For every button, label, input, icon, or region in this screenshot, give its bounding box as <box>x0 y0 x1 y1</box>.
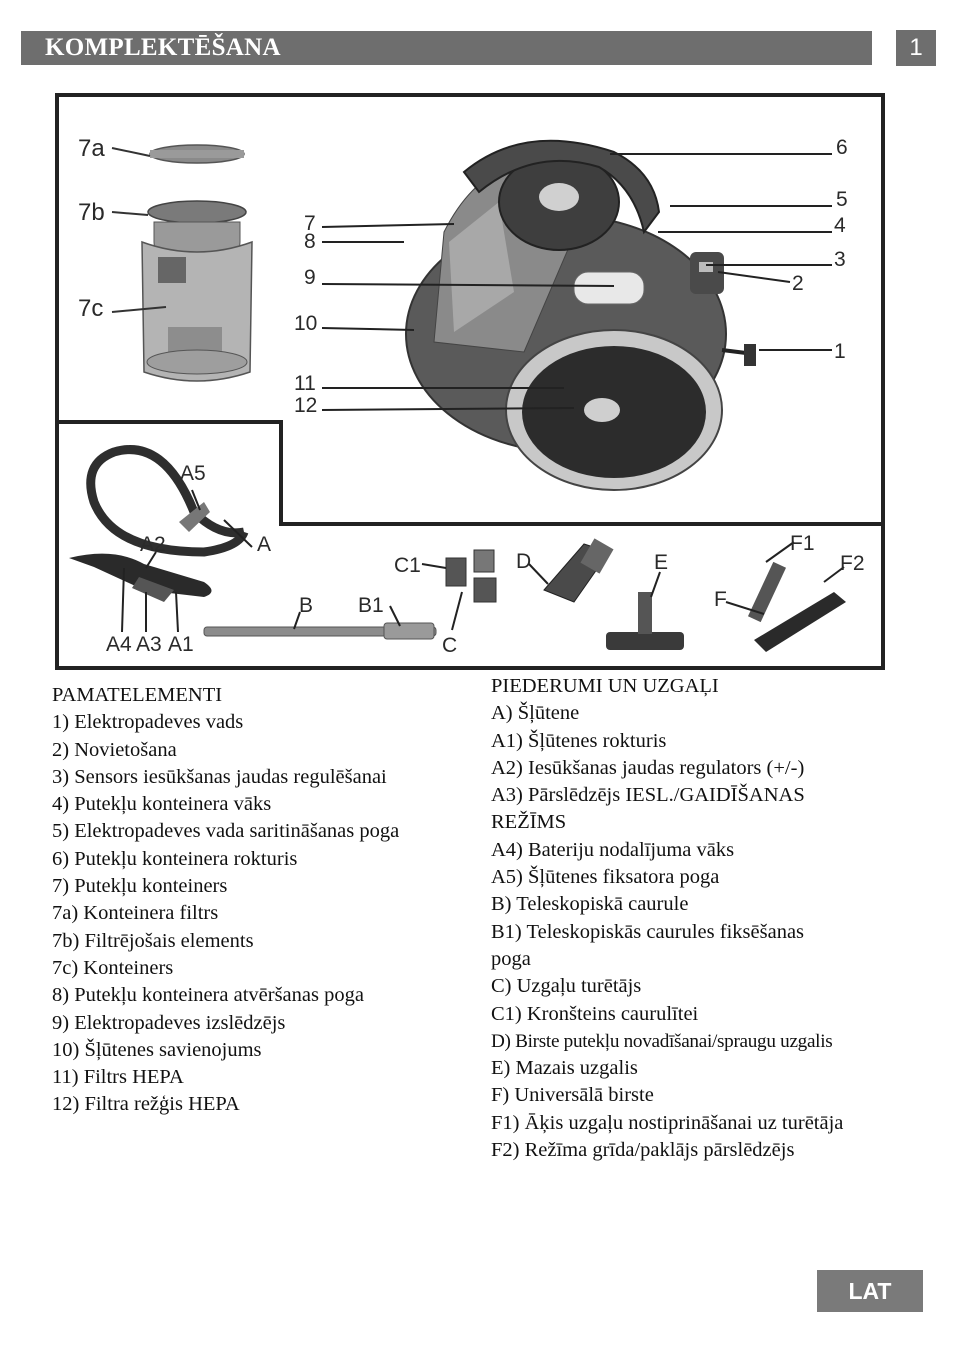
list-item: B) Teleskopiskā caurule <box>491 893 689 916</box>
language-badge: LAT <box>817 1270 923 1312</box>
vacuum-illustration <box>406 141 756 490</box>
list-item: 8) Putekļu konteinera atvēršanas poga <box>52 984 364 1007</box>
callout-1: 1 <box>834 340 846 363</box>
list-item: A5) Šļūtenes fiksatora poga <box>491 866 720 889</box>
accessories-heading: PIEDERUMI UN UZGAĻI <box>491 675 719 697</box>
callout-a: A <box>257 533 272 556</box>
callout-a2: A2 <box>140 533 166 556</box>
callout-a1: A1 <box>168 633 194 656</box>
callout-2: 2 <box>792 272 804 295</box>
callout-7a: 7a <box>78 135 105 162</box>
list-item: 7a) Konteinera filtrs <box>52 902 219 925</box>
callout-10: 10 <box>294 312 318 335</box>
hose-illustration <box>69 450 244 603</box>
list-item: A3) Pārslēdzējs IESL./GAIDĪŠANAS <box>491 784 805 807</box>
header-bar <box>21 31 872 65</box>
list-item: 4) Putekļu konteinera vāks <box>52 793 272 816</box>
list-item: 9) Elektropadeves izslēdzējs <box>52 1011 286 1034</box>
list-item: poga <box>491 947 531 970</box>
list-item: D) Birste putekļu novadīšanai/spraugu uzgalis <box>491 1030 833 1052</box>
page-number: 1 <box>896 30 936 66</box>
list-item: F) Universālā birste <box>491 1084 654 1107</box>
list-item: 3) Sensors iesūkšanas jaudas regulēšanai <box>52 765 387 788</box>
callout-7c: 7c <box>78 295 104 322</box>
callout-d: D <box>516 550 532 573</box>
list-item: 1) Elektropadeves vads <box>52 711 244 734</box>
callout-a3: A3 <box>136 633 162 656</box>
callout-12: 12 <box>294 394 318 417</box>
main-parts-heading: PAMATELEMENTI <box>52 684 223 706</box>
callout-e: E <box>654 551 669 574</box>
callout-b1: B1 <box>358 594 384 617</box>
list-item: 7) Putekļu konteiners <box>52 875 228 898</box>
list-item: 5) Elektropadeves vada saritināšanas poga <box>52 820 400 843</box>
list-item: 7b) Filtrējošais elements <box>52 929 254 952</box>
list-item: 2) Novietošana <box>52 738 177 761</box>
list-item: C) Uzgaļu turētājs <box>491 975 642 998</box>
section-title: KOMPLEKTĒŠANA <box>45 34 281 61</box>
list-item: E) Mazais uzgalis <box>491 1057 638 1080</box>
accessories-list <box>491 673 911 1164</box>
container-illustration <box>142 145 252 381</box>
callout-c: C <box>442 634 458 657</box>
product-diagram <box>54 92 886 672</box>
nozzle-holder <box>446 558 466 586</box>
callout-f2: F2 <box>840 552 865 575</box>
list-item: B1) Teleskopiskās caurules fiksēšanas <box>491 920 805 943</box>
list-item: F1) Āķis uzgaļu nostiprināšanai uz turētāja <box>491 1111 844 1134</box>
callout-11: 11 <box>294 372 316 395</box>
list-item: A2) Iesūkšanas jaudas regulators (+/-) <box>491 756 805 779</box>
callout-b: B <box>299 594 314 617</box>
list-item: 10) Šļūtenes savienojums <box>52 1038 262 1061</box>
list-item: A4) Bateriju nodalījuma vāks <box>491 838 735 861</box>
list-item: A) Šļūtene <box>491 702 580 725</box>
list-item: 11) Filtrs HEPA <box>52 1066 184 1089</box>
callout-8: 8 <box>304 230 316 253</box>
callout-7b: 7b <box>78 199 105 226</box>
callout-6: 6 <box>836 136 848 159</box>
callout-3: 3 <box>834 248 846 271</box>
callout-f: F <box>714 588 727 611</box>
list-item: F2) Režīma grīda/paklājs pārslēdzējs <box>491 1139 795 1162</box>
callout-9: 9 <box>304 266 316 289</box>
callout-7: 7 <box>304 212 316 235</box>
list-item: C1) Kronšteins caurulītei <box>491 1002 699 1025</box>
callout-a5: A5 <box>180 462 206 485</box>
list-item: 12) Filtra režģis HEPA <box>52 1093 240 1116</box>
callout-f1: F1 <box>790 532 815 555</box>
main-parts-list <box>52 682 472 1119</box>
callout-c1: C1 <box>394 554 421 577</box>
list-item: 7c) Konteiners <box>52 956 174 979</box>
list-item: 6) Putekļu konteinera rokturis <box>52 847 298 870</box>
callout-4: 4 <box>834 214 846 237</box>
callout-5: 5 <box>836 188 848 211</box>
callout-a4: A4 <box>106 633 132 656</box>
small-nozzle <box>606 632 684 650</box>
list-item: A1) Šļūtenes rokturis <box>491 729 667 752</box>
list-item: REŽĪMS <box>491 811 567 834</box>
